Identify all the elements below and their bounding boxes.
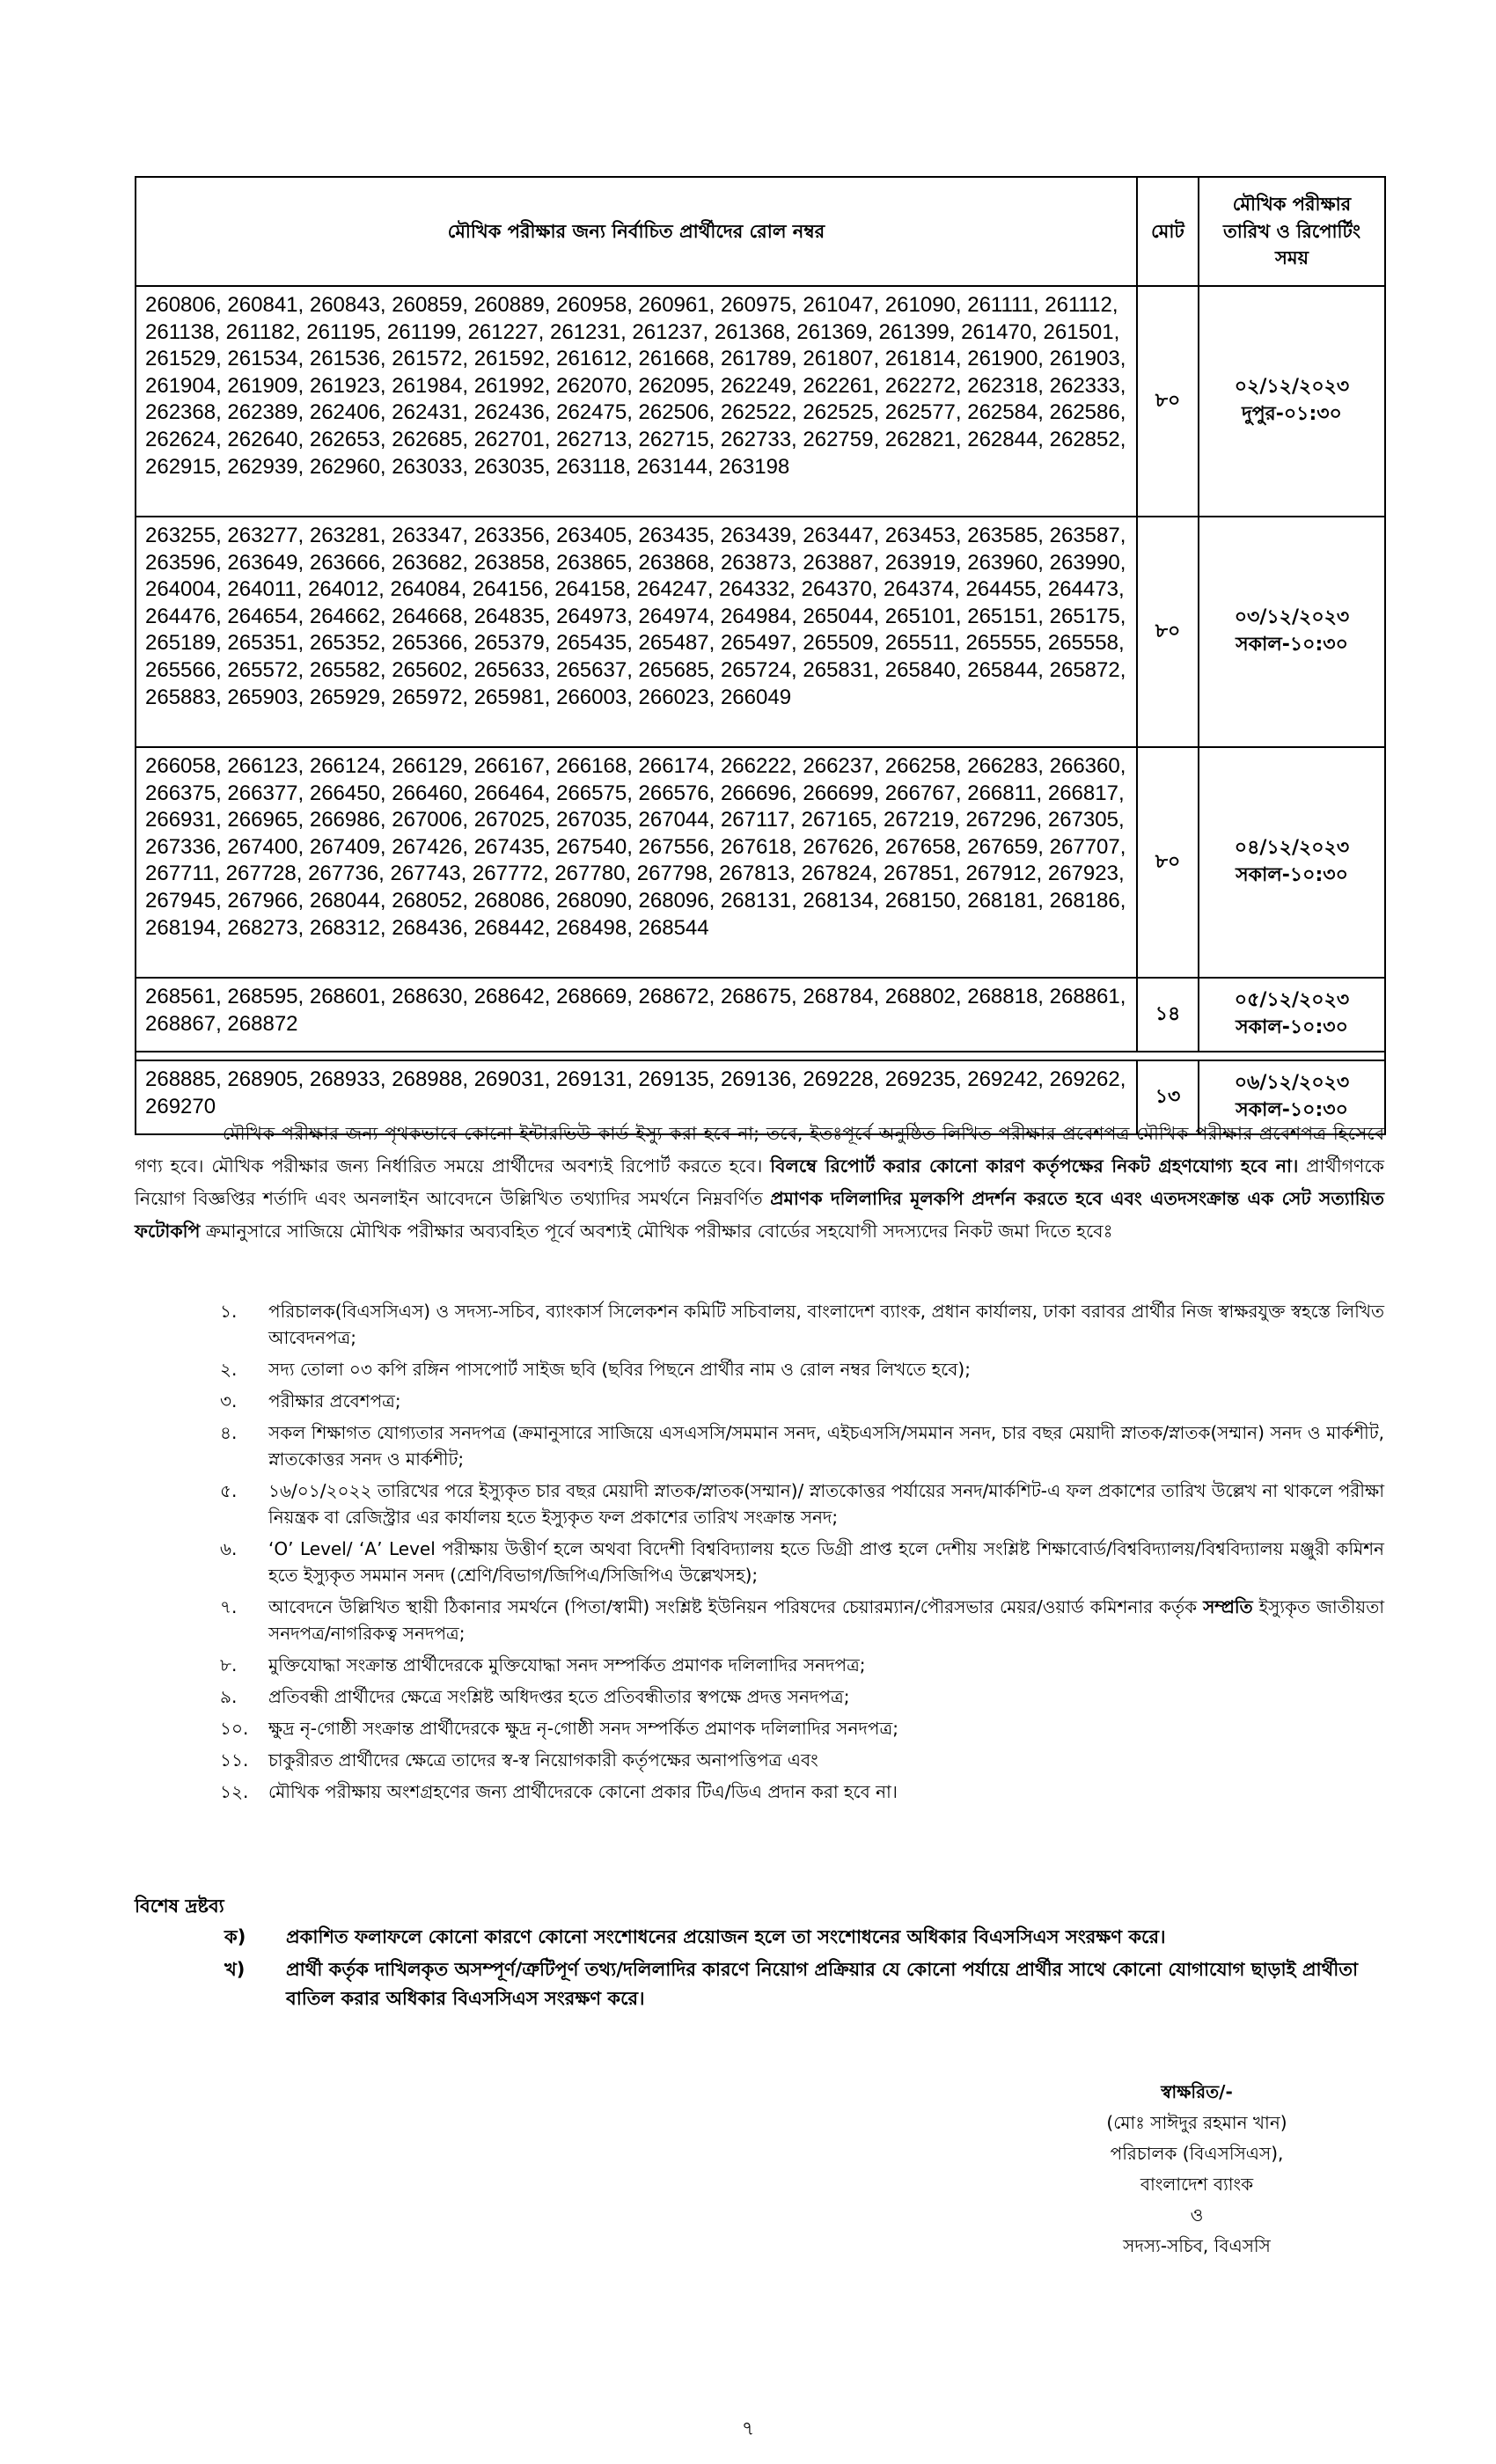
table-spacer-row — [136, 1052, 1385, 1060]
list-item-text: প্রার্থী কর্তৃক দাখিলকৃত অসম্পূর্ণ/ত্রুটিপূর্ণ তথ্য/দলিলাদির কারণে নিয়োগ প্রক্রিয়ার যে কোনো পর্যায়ে প্রার্থীর সাথে কোনো যোগাযোগ ছাড়াই প্রার্থীতা বাতিল করার অধিকার বিএসসিএস সংরক্ষণ করে। — [286, 1959, 1359, 2009]
list-item-text: পরীক্ষার প্রবেশপত্র; — [268, 1390, 401, 1412]
table-row — [136, 517, 1385, 747]
instructions-part: ক্রমানুসারে সাজিয়ে মৌখিক পরীক্ষার অব্যবহিত পূর্বে অবশ্যই মৌখিক পরীক্ষার বোর্ডের সহযোগী সদস্যদের নিকট জমা দিতে হবেঃ — [200, 1221, 1113, 1242]
total-cell: ১৪ — [1137, 978, 1199, 1052]
instructions-paragraph — [135, 1118, 1384, 1248]
list-item-text: সদ্য তোলা ০৩ কপি রঙ্গিন পাসপোর্ট সাইজ ছবি (ছবির পিছনে প্রার্থীর নাম ও রোল নম্বর লিখতে হবে); — [268, 1359, 971, 1380]
list-item — [220, 1715, 1384, 1742]
spacer-cell — [1199, 1052, 1385, 1060]
signatory-name: (মোঃ সাঈদুর রহমান খান) — [1106, 2112, 1287, 2133]
signatory-conjunction: ও — [1190, 2204, 1204, 2226]
spacer-cell — [1137, 1052, 1199, 1060]
list-item-text: আবেদনে উল্লিখিত স্থায়ী ঠিকানার সমর্থনে (পিতা/স্বামী) সংশ্লিষ্ট ইউনিয়ন পরিষদের চেয়ারম্যান/পৌরসভার মেয়র/ওয়ার্ড কমিশনার কর্তৃক — [268, 1596, 1204, 1617]
list-item-number: ৪. — [220, 1422, 238, 1443]
list-item-number: ৯. — [220, 1686, 238, 1707]
list-item-text: ক্ষুদ্র নৃ-গোষ্ঠী সংক্রান্ত প্রার্থীদেরকে ক্ষুদ্র নৃ-গোষ্ঠী সনদ সম্পর্কিত প্রমাণক দলিলাদির সনদপত্র; — [268, 1718, 898, 1739]
list-item — [224, 1923, 1384, 1952]
list-item-number: ৭. — [220, 1596, 238, 1617]
list-item — [220, 1536, 1384, 1588]
list-item — [220, 1419, 1384, 1472]
list-item-number: ১. — [220, 1301, 238, 1322]
list-item-text: মৌখিক পরীক্ষায় অংশগ্রহণের জন্য প্রার্থীদেরকে কোনো প্রকার টিএ/ডিএ প্রদান করা হবে না। — [268, 1781, 898, 1802]
header-total: মোট — [1137, 177, 1199, 286]
instructions-part: মৌখিক পরীক্ষার জন্য পৃথকভাবে কোনো ইন্টারভিউ কার্ড ইস্যু করা হবে না; তবে, ইতঃপূর্বে অনুষ্ঠিত লিখিত পরীক্ষার প্রবেশপত্র মৌখিক পরীক্ষার প্রবেশপত্র হিসেবে গণ্য হবে। মৌখিক পরীক্ষার জন্য নির্ধারিত সময়ে প্রার্থীদের অবশ্যই রিপোর্ট করতে হবে। — [135, 1123, 1384, 1177]
list-item — [220, 1388, 1384, 1414]
list-item — [220, 1747, 1384, 1773]
list-item — [220, 1356, 1384, 1382]
list-item-text: ১৬/০১/২০২২ তারিখের পরে ইস্যুকৃত চার বছর মেয়াদী স্নাতক/স্নাতক(সম্মান)/ স্নাতকোত্তর পর্যায়ের সনদ/মার্কশিট-এ ফল প্রকাশের তারিখ উল্লেখ না থাকলে পরীক্ষা নিয়ন্ত্রক বা রেজিস্ট্রার এর কার্যালয় হতে ইস্যুকৃত ফল প্রকাশের তারিখ সংক্রান্ত সনদ; — [268, 1480, 1384, 1528]
total-cell: ৮০ — [1137, 747, 1199, 978]
header-date-line1: মৌখিক পরীক্ষার — [1232, 194, 1352, 216]
reporting-time: সকাল-১০:৩০ — [1236, 1016, 1348, 1038]
reporting-time: সকাল-১০:৩০ — [1236, 634, 1348, 656]
signatory-title: পরিচালক (বিএসসিএস), — [1110, 2143, 1284, 2164]
list-item-number: ৮. — [220, 1654, 238, 1676]
list-item-text: প্রকাশিত ফলাফলে কোনো কারণে কোনো সংশোধনের প্রয়োজন হলে তা সংশোধনের অধিকার বিএসসিএস সংরক্ষণ করে। — [286, 1926, 1166, 1947]
date-time-cell — [1199, 286, 1385, 517]
interview-date: ০৫/১২/২০২৩ — [1234, 989, 1350, 1012]
list-item-bold: সম্প্রতি — [1203, 1596, 1253, 1617]
interview-schedule-table — [135, 176, 1386, 1135]
list-item — [220, 1683, 1384, 1710]
reporting-time: সকাল-১০:৩০ — [1236, 1099, 1348, 1121]
interview-date: ০৩/১২/২০২৩ — [1234, 606, 1350, 629]
list-item-number: ১০. — [220, 1718, 249, 1739]
roll-numbers-cell: 268885, 268905, 268933, 268988, 269031, 269131, 269135, 269136, 269228, 269235, 269242, 269262, 269270 — [136, 1060, 1137, 1134]
list-item — [220, 1594, 1384, 1646]
date-time-cell — [1199, 747, 1385, 978]
list-item — [220, 1478, 1384, 1530]
spacer-cell — [136, 1052, 1137, 1060]
signature-block — [1065, 2077, 1329, 2262]
special-note-title: বিশেষ দ্রষ্টব্য — [135, 1896, 224, 1917]
header-date-line2: তারিখ ও রিপোর্টিং — [1222, 220, 1361, 242]
roll-numbers-cell: 263255, 263277, 263281, 263347, 263356, 263405, 263435, 263439, 263447, 263453, 263585, 263587, 263596, 263649, 263666, 263682, 263858, 263865, 263868, 263873, 263887, 263919, 263960, 263990, 264004, 264011, 264012, 264084, 264156, 264158, 264247, 264332, 264370, 264374, 264455, 264473, 264476, 264654, 264662, 264668, 264835, 264973, 264974, 264984, 265044, 265101, 265151, 265175, 265189, 265351, 265352, 265366, 265379, 265435, 265487, 265497, 265509, 265511, 265555, 265558, 265566, 265572, 265582, 265602, 265633, 265637, 265685, 265724, 265831, 265840, 265844, 265872, 265883, 265903, 265929, 265972, 265981, 266003, 266023, 266049 — [136, 517, 1137, 747]
interview-date: ০৪/১২/২০২৩ — [1234, 837, 1350, 860]
list-item-text: পরিচালক(বিএসসিএস) ও সদস্য-সচিব, ব্যাংকার্স সিলেকশন কমিটি সচিবালয়, বাংলাদেশ ব্যাংক, প্রধান কার্যালয়, ঢাকা বরাবর প্রার্থীর নিজ স্বাক্ষরযুক্ত স্বহস্তে লিখিত আবেদনপত্র; — [268, 1301, 1384, 1348]
list-item — [224, 1955, 1384, 2013]
list-item-text: প্রতিবন্ধী প্রার্থীদের ক্ষেত্রে সংশ্লিষ্ট অধিদপ্তর হতে প্রতিবন্ধীতার স্বপক্ষে প্রদত্ত সনদপত্র; — [268, 1686, 850, 1707]
reporting-time: সকাল-১০:৩০ — [1236, 864, 1348, 886]
list-item-number: ৫. — [220, 1480, 238, 1501]
date-time-cell — [1199, 517, 1385, 747]
list-item-number: ১২. — [220, 1781, 249, 1802]
table-row — [136, 286, 1385, 517]
header-roll-numbers: মৌখিক পরীক্ষার জন্য নির্বাচিত প্রার্থীদের রোল নম্বর — [136, 177, 1137, 286]
total-cell: ৮০ — [1137, 517, 1199, 747]
list-item-number: ৩. — [220, 1390, 238, 1412]
signatory-org: বাংলাদেশ ব্যাংক — [1140, 2174, 1254, 2195]
list-item — [220, 1652, 1384, 1678]
roll-numbers-cell: 266058, 266123, 266124, 266129, 266167, 266168, 266174, 266222, 266237, 266258, 266283, 266360, 266375, 266377, 266450, 266460, 266464, 266575, 266576, 266696, 266699, 266767, 266811, 266817, 266931, 266965, 266986, 267006, 267025, 267035, 267044, 267117, 267165, 267219, 267296, 267305, 267336, 267400, 267409, 267426, 267435, 267540, 267556, 267618, 267626, 267658, 267659, 267707, 267711, 267728, 267736, 267743, 267772, 267780, 267798, 267813, 267824, 267851, 267912, 267923, 267945, 267966, 268044, 268052, 268086, 268090, 268096, 268131, 268134, 268150, 268181, 268186, 268194, 268273, 268312, 268436, 268442, 268498, 268544 — [136, 747, 1137, 978]
list-item-text: সকল শিক্ষাগত যোগ্যতার সনদপত্র (ক্রমানুসারে সাজিয়ে এসএসসি/সমমান সনদ, এইচএসসি/সমমান সনদ, চার বছর মেয়াদী স্নাতক/স্নাতক(সম্মান) সনদ ও মার্কশীট, স্নাতকোত্তর সনদ ও মার্কশীট; — [268, 1422, 1384, 1470]
header-date-time — [1199, 177, 1385, 286]
list-item-number: ২. — [220, 1359, 238, 1380]
list-item-number: ৬. — [220, 1538, 238, 1559]
list-item — [220, 1778, 1384, 1805]
interview-date: ০৬/১২/২০২৩ — [1234, 1072, 1350, 1095]
header-date-line3: সময় — [1275, 247, 1309, 269]
instructions-bold: বিলম্বে রিপোর্ট করার কোনো কারণ কর্তৃপক্ষের নিকট গ্রহণযোগ্য হবে না। — [770, 1155, 1299, 1177]
special-notes-list — [224, 1923, 1384, 2017]
total-cell: ১৩ — [1137, 1060, 1199, 1134]
list-item-number: ১১. — [220, 1749, 249, 1771]
total-cell: ৮০ — [1137, 286, 1199, 517]
instructions-bold: প্রমাণক দলিলাদির মূলকপি প্রদর্শন করতে হবে এবং এতদসংক্রান্ত এক সেট সত্যায়িত ফটোকপি — [135, 1188, 1384, 1242]
list-item — [220, 1298, 1384, 1351]
list-item-text: ‘O’ Level/ ‘A’ Level পরীক্ষায় উত্তীর্ণ হলে অথবা বিদেশী বিশ্ববিদ্যালয় হতে ডিগ্রী প্রাপ্ত হলে দেশীয় সংশ্লিষ্ট শিক্ষাবোর্ড/বিশ্ববিদ্যালয়/বিশ্ববিদ্যালয় মঞ্জুরী কমিশন হতে ইস্যুকৃত সমমান সনদ (শ্রেণি/বিভাগ/জিপিএ/সিজিপিএ উল্লেখসহ); — [268, 1538, 1384, 1586]
list-item-number: খ) — [224, 1959, 246, 1980]
required-documents-list — [220, 1298, 1384, 1810]
table-row — [136, 747, 1385, 978]
list-item-number: ক) — [224, 1926, 246, 1947]
roll-numbers-cell: 268561, 268595, 268601, 268630, 268642, 268669, 268672, 268675, 268784, 268802, 268818, 268861, 268867, 268872 — [136, 978, 1137, 1052]
reporting-time: দুপুর-০১:৩০ — [1242, 403, 1342, 425]
list-item-text: চাকুরীরত প্রার্থীদের ক্ষেত্রে তাদের স্ব-স্ব নিয়োগকারী কর্তৃপক্ষের অনাপত্তিপত্র এবং — [268, 1749, 818, 1771]
list-item-text: ইস্যুকৃত জাতীয়তা সনদপত্র/নাগরিকত্ব সনদপত্র; — [268, 1596, 1385, 1644]
signed-label: স্বাক্ষরিত/- — [1161, 2081, 1233, 2102]
interview-date: ০২/১২/২০২৩ — [1234, 376, 1350, 399]
instructions-part: প্রার্থীগণকে নিয়োগ বিজ্ঞপ্তির শর্তাদি এবং অনলাইন আবেদনে উল্লিখিত তথ্যাদির সমর্থনে নিম্নবর্ণিত — [135, 1155, 1384, 1209]
instructions-text — [135, 1118, 1384, 1248]
list-item-text: মুক্তিযোদ্ধা সংক্রান্ত প্রার্থীদেরকে মুক্তিযোদ্ধা সনদ সম্পর্কিত প্রমাণক দলিলাদির সনদপত্র; — [268, 1654, 866, 1676]
date-time-cell — [1199, 978, 1385, 1052]
table-row — [136, 978, 1385, 1052]
signatory-role: সদস্য-সচিব, বিএসসি — [1123, 2235, 1271, 2256]
page-number: ৭ — [741, 2418, 755, 2440]
roll-numbers-cell: 260806, 260841, 260843, 260859, 260889, 260958, 260961, 260975, 261047, 261090, 261111, 261112, 261138, 261182, 261195, 261199, 261227, 261231, 261237, 261368, 261369, 261399, 261470, 261501, 261529, 261534, 261536, 261572, 261592, 261612, 261668, 261789, 261807, 261814, 261900, 261903, 261904, 261909, 261923, 261984, 261992, 262070, 262095, 262249, 262261, 262272, 262318, 262333, 262368, 262389, 262406, 262431, 262436, 262475, 262506, 262522, 262525, 262577, 262584, 262586, 262624, 262640, 262653, 262685, 262701, 262713, 262715, 262733, 262759, 262821, 262844, 262852, 262915, 262939, 262960, 263033, 263035, 263118, 263144, 263198 — [136, 286, 1137, 517]
table-header-row — [136, 177, 1385, 286]
